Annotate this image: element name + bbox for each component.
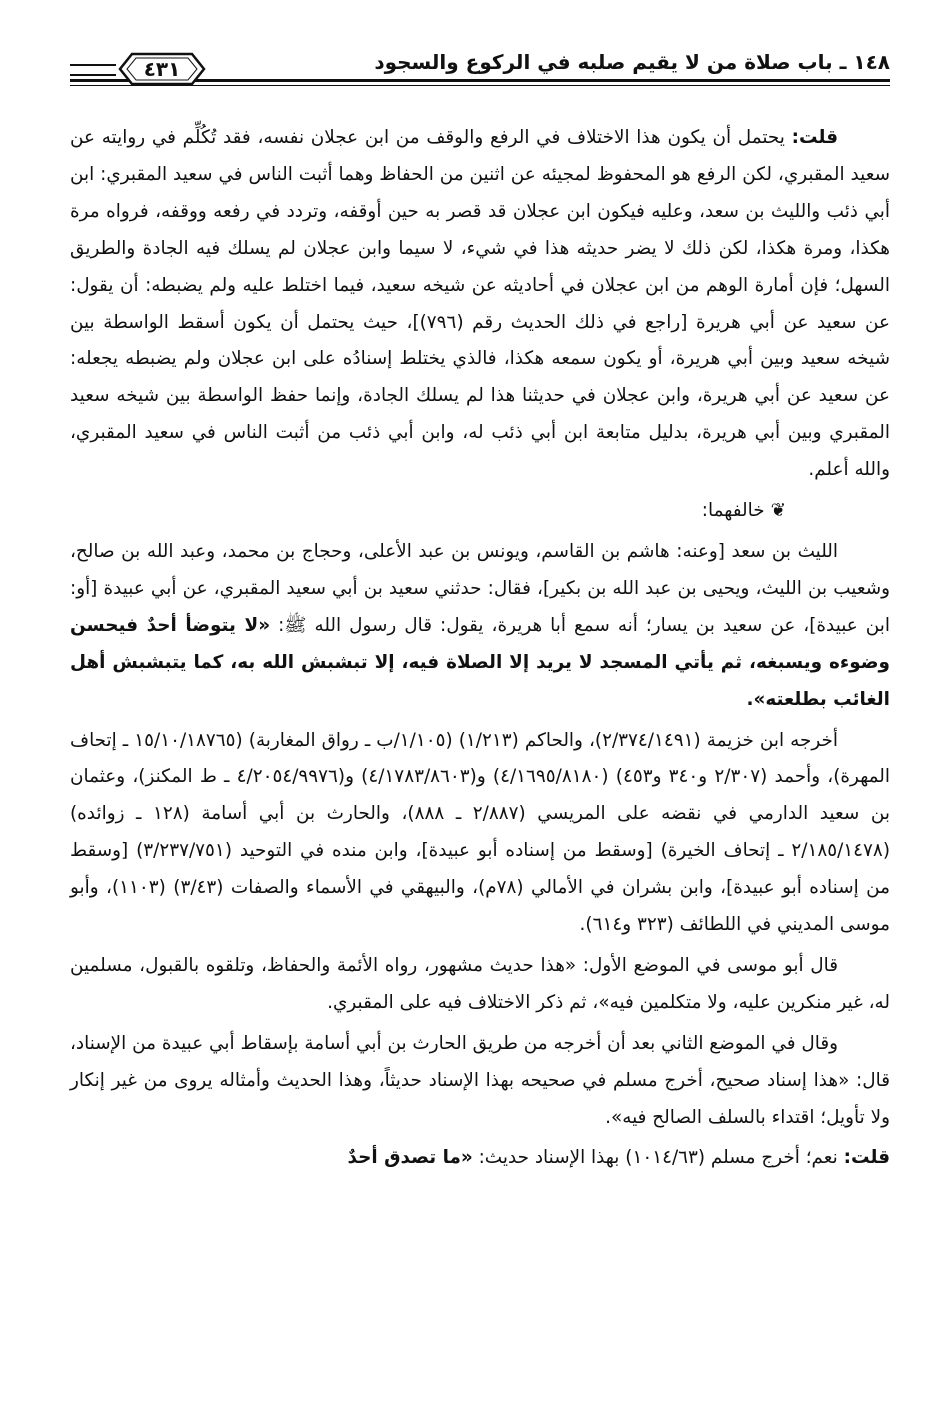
header-double-rule-ornament	[70, 64, 116, 76]
section-marker	[70, 493, 890, 530]
hadith-paragraph	[70, 534, 890, 719]
qultu-label: قلت:	[791, 127, 838, 148]
commentary-text: يحتمل أن يكون هذا الاختلاف في الرفع والوقف من ابن عجلان نفسه، فقد تُكُلِّم في روايته عن سعيد المقبري، لكن الرفع هو المحفوظ لمجيئه عن اثنين من الحفاظ وهما أثبت الناس في سعيد المقبري: ابن أبي ذئب والليث بن سعد، وعليه فيكون ابن عجلان قد قصر به حين أوقفه، وتردد في رفعه ووقفه، فرواه مرة هكذا، ومرة هكذا، لكن ذلك لا يضر حديثه هذا في شيء، لا سيما وابن عجلان لم يسلك فيه الجادة والطريق السهل؛ فإن أمارة الوهم من ابن عجلان في أحاديثه عن شيخه سعيد، فيما اختلط عليه ولم يضبطه: أن يقول: عن سعيد عن أبي هريرة [راجع في ذلك الحديث رقم (٧٩٦)]، حيث يحتمل أن يكون أسقط الواسطة بين شيخه سعيد وبين أبي هريرة، أو يكون سمعه هكذا، فالذي يختلط إسنادُه على ابن عجلان ولم يضبطه يجعله: عن سعيد عن أبي هريرة، وابن عجلان في حديثنا هذا لم يسلك الجادة، وإنما حفظ الواسطة بين شيخه سعيد المقبري وبين أبي هريرة، بدليل متابعة ابن أبي ذئب له، وابن أبي ذئب من أثبت الناس في سعيد المقبري، والله أعلم.	[70, 127, 890, 481]
takhrij-text: أخرجه ابن خزيمة (٢/٣٧٤/١٤٩١)، والحاكم (١/٢١٣) (١/١٠٥/ب ـ رواق المغاربة) (١٥/١٠/١٨٧٦٥ ـ إتحاف المهرة)، وأحمد (٢/٣٠٧ و٣٤٠ و٤٥٣) (٤/١٦٩٥/٨١٨٠) و(٤/١٧٨٣/٨٦٠٣) و(٤/٢٠٥٤/٩٩٧٦ ـ ط المكنز)، وعثمان بن سعيد الدارمي في نقضه على المريسي (٢/٨٨٧ ـ ٨٨٨)، والحارث بن أبي أسامة (١٢٨ ـ زوائده) (٢/١٨٥/١٤٧٨ ـ إتحاف الخيرة) [وسقط من إسناده أبو عبيدة]، وابن منده في التوحيد (٣/٢٣٧/٧٥١) [وسقط من إسناده أبو عبيدة]، وابن بشران في الأمالي (٧٨م)، والبيهقي في الأسماء والصفات (٣/٤٣) (١١٠٣)، وأبو موسى المديني في اللطائف (٣٢٣ و٦١٤).	[70, 729, 891, 936]
final-quote: «ما تصدق أحدٌ	[347, 1147, 473, 1169]
takhrij-paragraph	[70, 723, 890, 944]
page-number-badge	[118, 52, 206, 86]
page-header	[70, 44, 890, 102]
second-position-text: وقال في الموضع الثاني بعد أن أخرجه من طريق الحارث بن أبي أسامة بإسقاط أبي عبيدة من الإسناد، قال: «هذا إسناد صحيح، أخرج مسلم في صحيحه بهذا الإسناد حديثاً، وهذا الحديث وأمثاله يروى من غير إنكار ولا تأويل؛ اقتداء بالسلف الصالح فيه».	[70, 1032, 890, 1128]
abu-musa-text: قال أبو موسى في الموضع الأول: «هذا حديث مشهور، رواه الأئمة والحفاظ، وتلقوه بالقبول، مسلمين له، غير منكرين عليه، ولا متكلمين فيه»، ثم ذكر الاختلاف فيه على المقبري.	[70, 954, 890, 1013]
section-marker-text: خالفهما:	[701, 500, 765, 522]
running-title: ١٤٨ ـ باب صلاة من لا يقيم صلبه في الركوع والسجود	[374, 50, 890, 74]
page-number: ٤٣١	[143, 57, 181, 81]
final-paragraph	[70, 1140, 890, 1177]
hadith-text: «لا يتوضأ أحدٌ فيحسن وضوءه ويسبغه، ثم يأتي المسجد لا يريد إلا الصلاة فيه، إلا تبشبش الله به، كما يتبشبش أهل الغائب بطلعته».	[70, 614, 890, 710]
final-text: نعم؛ أخرج مسلم (١٠١٤/٦٣) بهذا الإسناد حديث:	[472, 1147, 844, 1169]
commentary-paragraph	[70, 120, 890, 489]
abu-musa-paragraph	[70, 948, 890, 1022]
floral-ornament-icon: ❦	[770, 500, 786, 522]
second-position-paragraph	[70, 1026, 890, 1137]
page-body	[70, 120, 890, 1177]
qultu-label: قلت:	[843, 1147, 890, 1169]
isnad-text: الليث بن سعد [وعنه: هاشم بن القاسم، ويونس بن عبد الأعلى، وحجاج بن محمد، وعبد الله بن صالح، وشعيب بن الليث، ويحيى بن عبد الله بن بكير]، فقال: حدثني سعيد بن أبي سعيد المقبري، عن أبي عبيدة [أو: ابن عبيدة]، عن سعيد بن يسار؛ أنه سمع أبا هريرة، يقول: قال رسول الله ﷺ:	[70, 540, 890, 636]
